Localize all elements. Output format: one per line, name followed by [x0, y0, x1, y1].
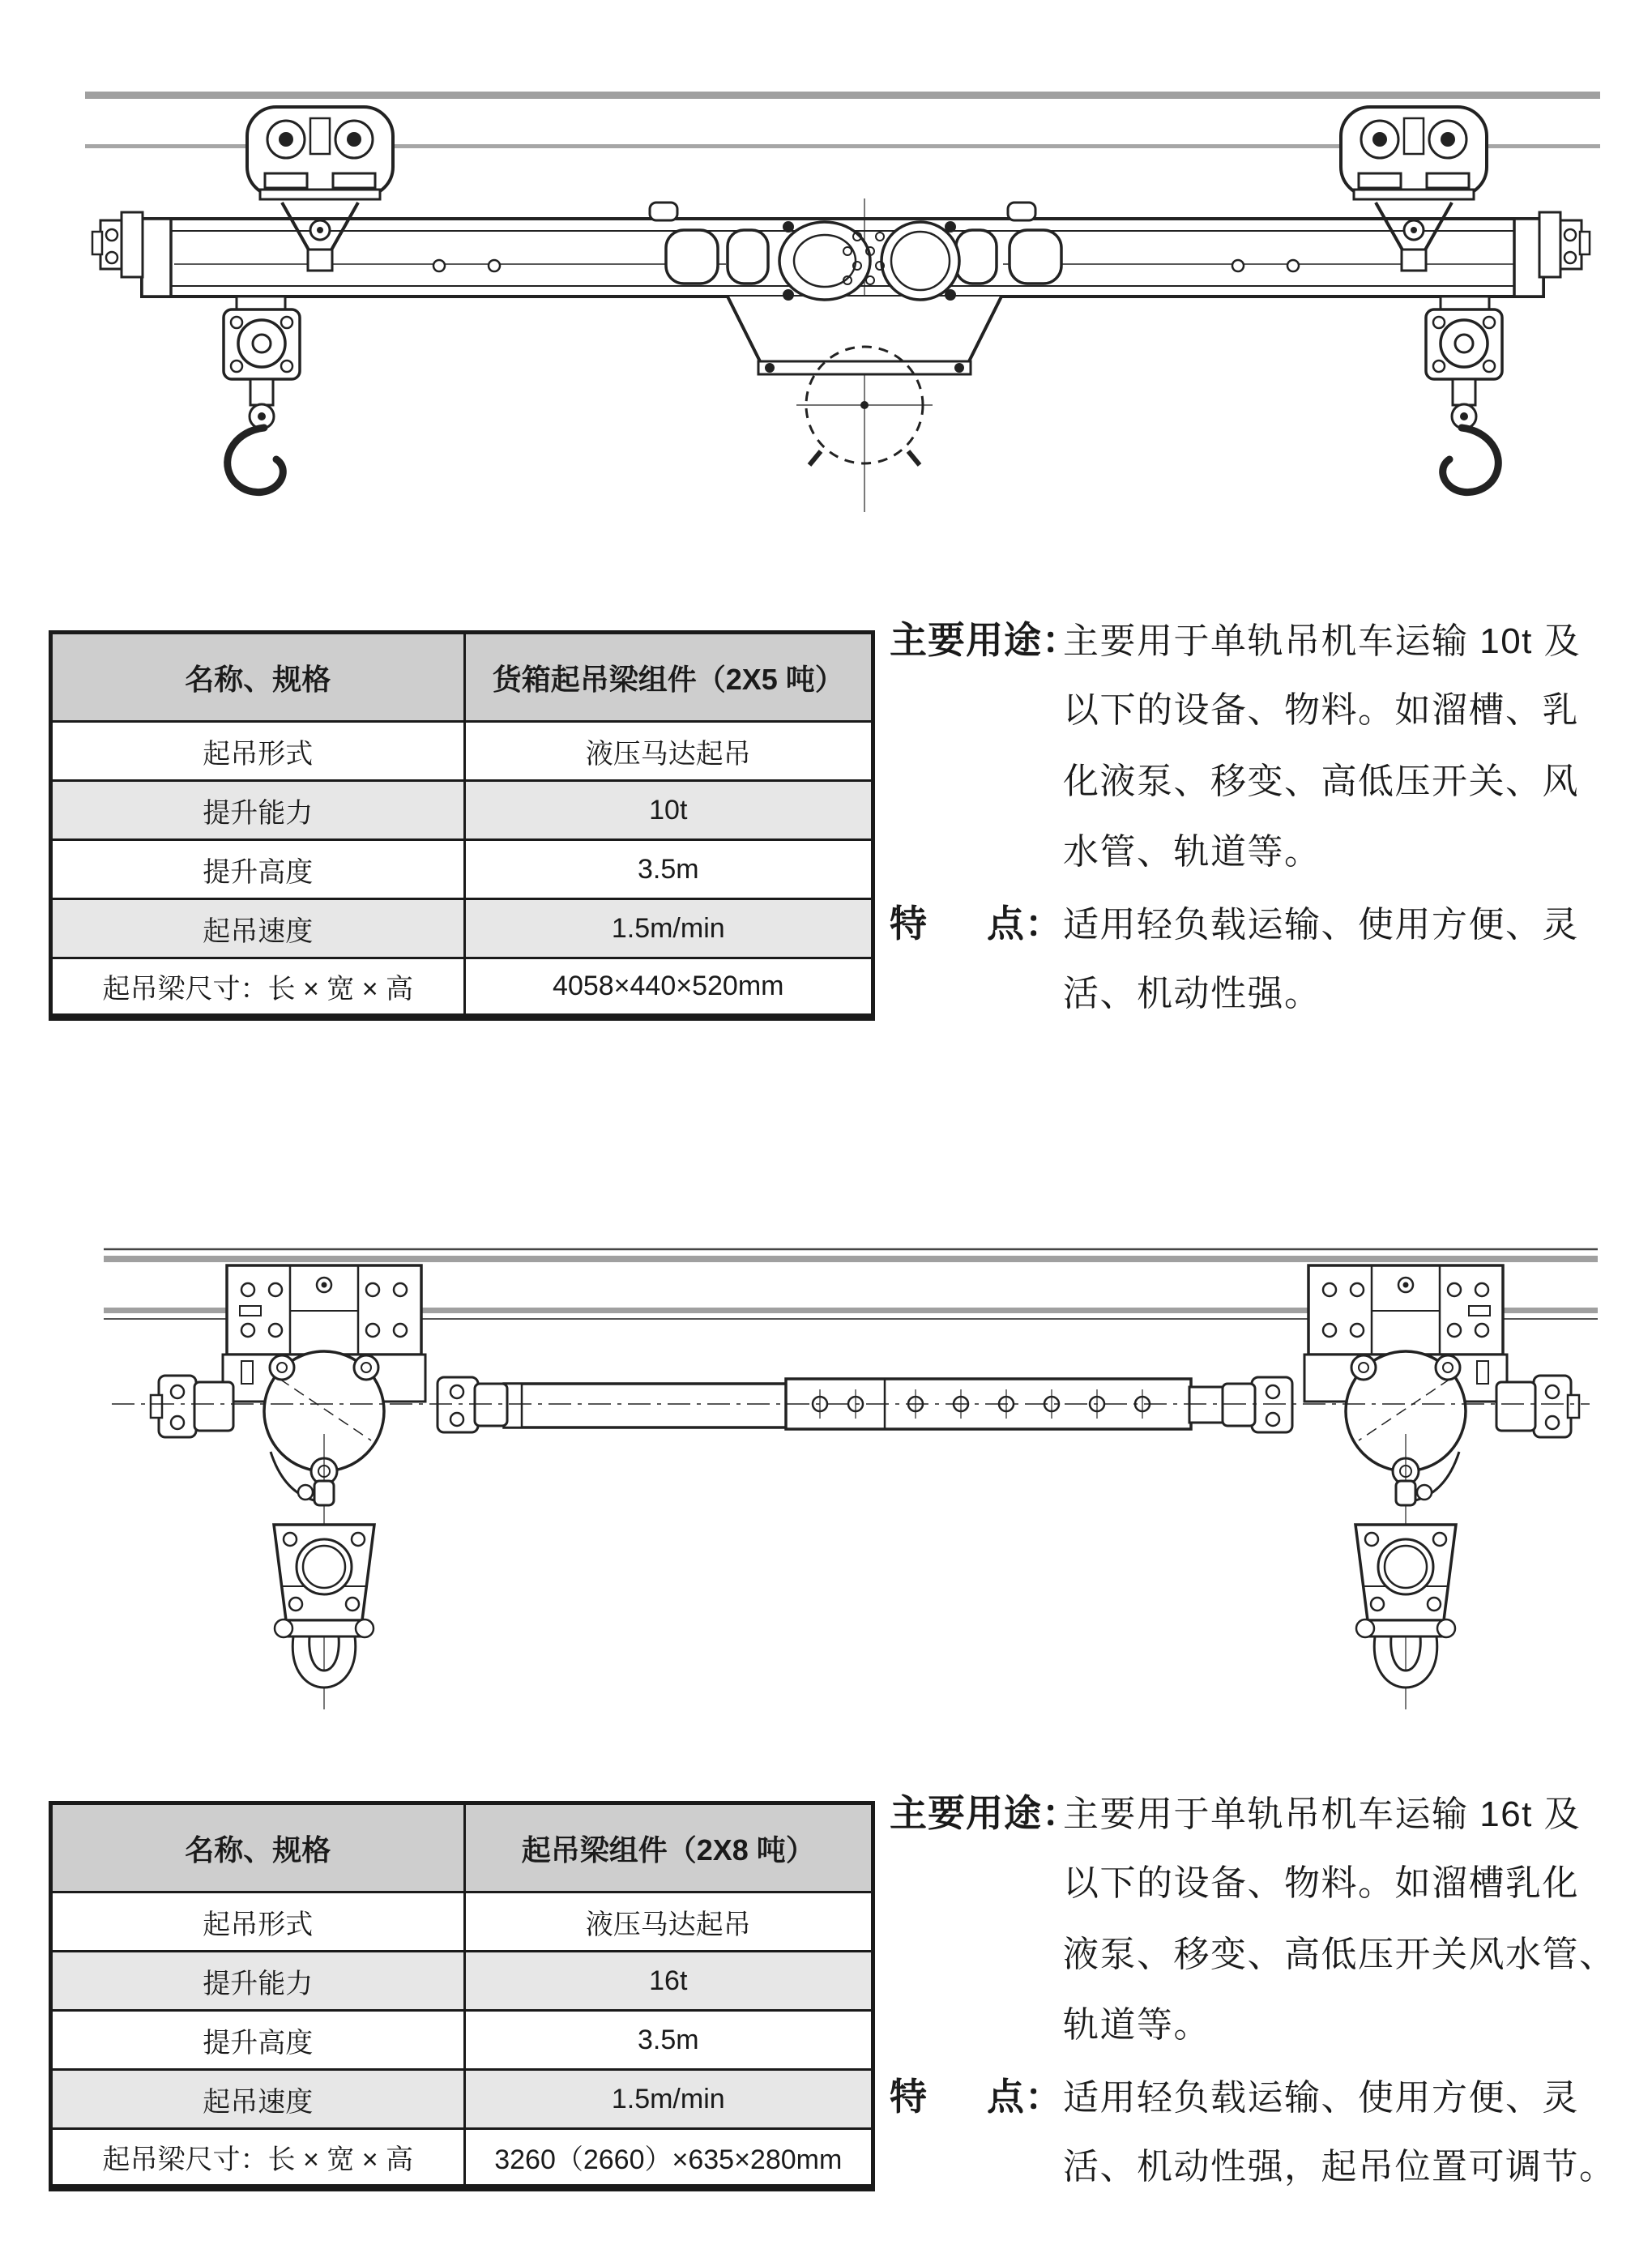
table-header-row [51, 1803, 873, 1892]
table-header-name-cell: 名称、规格 [51, 633, 465, 722]
spec-label-cell: 提升高度 [51, 2011, 465, 2070]
usage-line [890, 827, 1321, 877]
table-header-value-cell: 起吊梁组件（2X8 吨） [464, 1803, 873, 1892]
spec-value-cell: 液压马达起吊 [464, 722, 873, 781]
spec-label-cell: 提升能力 [51, 1952, 465, 2011]
spec-label-cell: 起吊形式 [51, 1892, 465, 1952]
spec-value-cell: 16t [464, 1952, 873, 2011]
spec-label-cell: 起吊梁尺寸：长 × 宽 × 高 [51, 958, 465, 1018]
spec-value-cell: 10t [464, 781, 873, 840]
feature-line [890, 969, 1321, 1019]
usage-line [890, 1858, 1579, 1909]
feature-text: 活、机动性强，起吊位置可调节。 [1063, 2147, 1616, 2187]
spec-label-cell: 起吊梁尺寸：长 × 宽 × 高 [51, 2129, 465, 2188]
usage-text: 以下的设备、物料。如溜槽、乳 [1063, 690, 1579, 730]
table-row [51, 840, 873, 899]
usage-label: 主要用途： [890, 1792, 1080, 1834]
technical-drawing-lifting-beam [81, 1240, 1620, 1726]
table-header-value-cell: 货箱起吊梁组件（2X5 吨） [464, 633, 873, 722]
usage-text: 主要用于单轨吊机车运输 16t 及 [1063, 1794, 1582, 1834]
spec-table-2x5 [49, 630, 875, 1021]
usage-line [890, 1788, 1581, 1838]
feature-label-first: 特 [890, 902, 928, 945]
spec-table-2x8 [49, 1801, 875, 2191]
usage-label: 主要用途： [890, 619, 1080, 661]
table-row [51, 722, 873, 781]
spec-label-cell: 起吊形式 [51, 722, 465, 781]
spec-value-cell: 4058×440×520mm [464, 958, 873, 1018]
usage-text: 以下的设备、物料。如溜槽乳化 [1063, 1863, 1579, 1903]
usage-line [890, 757, 1579, 807]
usage-text: 主要用于单轨吊机车运输 10t 及 [1063, 621, 1582, 661]
usage-text: 化液泵、移变、高低压开关、风 [1063, 762, 1579, 801]
spec-value-cell: 1.5m/min [464, 899, 873, 958]
spec-value-cell: 3.5m [464, 2011, 873, 2070]
feature-line [890, 2142, 1616, 2192]
feature-text: 活、机动性强。 [1063, 974, 1321, 1013]
spec-label-cell: 起吊速度 [51, 2070, 465, 2129]
usage-line [890, 2000, 1210, 2050]
table-row [51, 899, 873, 958]
feature-text: 适用轻负载运输、使用方便、灵 [1063, 905, 1579, 945]
spec-label-cell: 起吊速度 [51, 899, 465, 958]
feature-line [890, 2072, 1579, 2122]
table-header-row [51, 633, 873, 722]
usage-text: 液泵、移变、高低压开关风水管、 [1063, 1935, 1616, 1974]
usage-text: 水管、轨道等。 [1063, 832, 1321, 872]
usage-text: 轨道等。 [1063, 2005, 1210, 2045]
feature-label-second: 点： [987, 2076, 1063, 2118]
spec-value-cell: 3260（2660）×635×280mm [464, 2129, 873, 2188]
spec-label-cell: 提升高度 [51, 840, 465, 899]
usage-line [890, 615, 1581, 665]
feature-text: 适用轻负载运输、使用方便、灵 [1063, 2078, 1579, 2118]
spec-value-cell: 3.5m [464, 840, 873, 899]
table-row [51, 781, 873, 840]
feature-label [890, 2072, 1063, 2122]
technical-drawing-container-lifting-beam [65, 16, 1620, 535]
feature-label [890, 898, 1063, 949]
table-row [51, 958, 873, 1018]
spec-label-cell: 提升能力 [51, 781, 465, 840]
usage-line [890, 685, 1579, 736]
table-row [51, 2011, 873, 2070]
table-row [51, 1892, 873, 1952]
table-row [51, 2070, 873, 2129]
feature-label-second: 点： [987, 902, 1063, 945]
table-header-name-cell: 名称、规格 [51, 1803, 465, 1892]
spec-value-cell: 液压马达起吊 [464, 1892, 873, 1952]
feature-line [890, 898, 1579, 949]
spec-value-cell: 1.5m/min [464, 2070, 873, 2129]
table-row [51, 2129, 873, 2188]
hoist-unit-icon [151, 1265, 1579, 1709]
feature-label-first: 特 [890, 2076, 928, 2118]
table-row [51, 1952, 873, 2011]
usage-line [890, 1930, 1616, 1980]
